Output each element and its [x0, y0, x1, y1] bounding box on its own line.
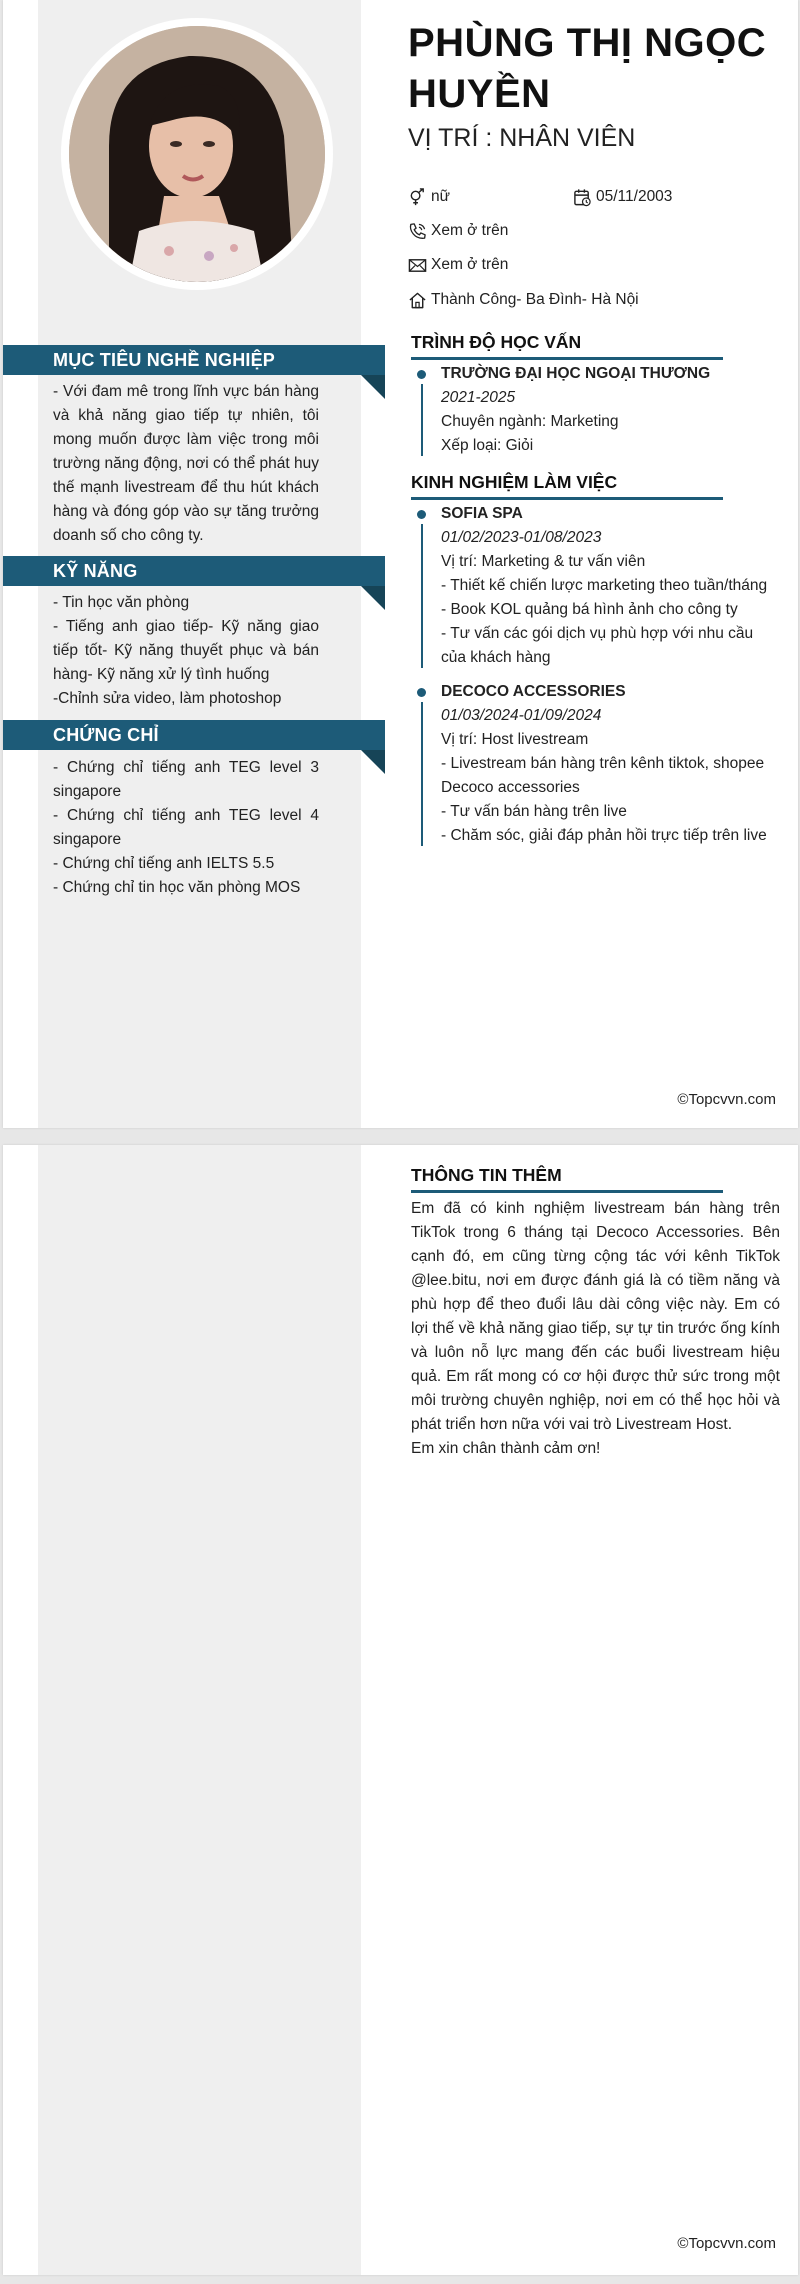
gender-info	[408, 186, 450, 208]
email-value: Xem ở trên	[431, 256, 509, 273]
position-title: VỊ TRÍ : NHÂN VIÊN	[408, 124, 636, 152]
birthdate-info	[573, 186, 672, 208]
additional-divider	[411, 1190, 723, 1193]
address-value: Thành Công- Ba Đình- Hà Nội	[431, 291, 639, 308]
objective-section-title: MỤC TIÊU NGHỀ NGHIỆP	[3, 345, 385, 375]
timeline-line	[421, 524, 423, 668]
education-section-title: TRÌNH ĐỘ HỌC VẤN	[411, 332, 582, 352]
skills-section-title: KỸ NĂNG	[3, 556, 385, 586]
list-item: - Chứng chỉ tiếng anh TEG level 4 singapore	[53, 807, 319, 848]
job-task: - Book KOL quảng bá hình ảnh cho công ty	[441, 601, 738, 618]
additional-text	[411, 1197, 780, 1461]
certificates-list	[53, 756, 319, 900]
job-task: - Thiết kế chiến lược marketing theo tuần/tháng	[441, 577, 768, 594]
job-dates: 01/03/2024-01/09/2024	[441, 707, 602, 724]
candidate-name: PHÙNG THỊ NGỌC HUYỀN	[408, 21, 767, 116]
additional-paragraph: Em đã có kinh nghiệm livestream bán hàng trên TikTok trong 6 tháng tại Decoco Accessories. Bên cạnh đó, em cũng từng cộng tác với kênh TikTok @lee.bitu, nơi em được đánh giá là có tiềm năng và phù hợp để theo đuổi lâu dài công việc này. Em có lợi thế về khả năng giao tiếp, sự tự tin trước ống kính và luôn nỗ lực mang đến các buổi livestream hiệu quả. Em rất mong có cơ hội được thử sức trong một môi trường chuyên nghiệp, nơi em có thể học hỏi và phát triển hơn nữa với vai trò Livestream Host.	[411, 1200, 780, 1433]
timeline-line	[421, 384, 423, 456]
company-name: DECOCO ACCESSORIES	[441, 683, 626, 700]
job-task: - Chăm sóc, giải đáp phản hồi trực tiếp trên live	[441, 827, 767, 844]
company-name: SOFIA SPA	[441, 505, 523, 522]
gender-value: nữ	[431, 188, 450, 205]
list-item: - Chứng chỉ tiếng anh TEG level 3 singapore	[53, 759, 319, 800]
skills-ribbon-fold	[361, 586, 385, 610]
experience-entry	[421, 680, 781, 850]
objective-ribbon-fold	[361, 375, 385, 399]
experience-section-title: KINH NGHIỆM LÀM VIỆC	[411, 472, 618, 492]
list-item: - Tin học văn phòng	[53, 594, 190, 611]
experience-entry	[421, 502, 781, 672]
job-task: - Tư vấn các gói dịch vụ phù hợp với nhu cầu của khách hàng	[441, 625, 754, 666]
timeline-dot	[417, 688, 426, 697]
list-item: - Chứng chỉ tiếng anh IELTS 5.5	[53, 855, 275, 872]
education-years: 2021-2025	[441, 389, 516, 406]
objective-text: - Với đam mê trong lĩnh vực bán hàng và khả năng giao tiếp tự nhiên, tôi mong muốn được làm việc trong môi trường năng động, nơi có thể phát huy thế mạnh livestream để thu hút khách hàng và đóng góp vào sự tăng trưởng doanh số cho công ty.	[53, 383, 319, 544]
email-info	[408, 254, 508, 276]
home-icon	[408, 291, 427, 310]
footer-brand: ©Topcvvn.com	[677, 1091, 776, 1108]
job-role: Vị trí: Marketing & tư vấn viên	[441, 553, 646, 570]
education-divider	[411, 357, 723, 360]
profile-photo	[69, 26, 325, 282]
gender-icon	[408, 188, 427, 207]
sidebar-column	[38, 1145, 361, 2275]
cv-page-2	[3, 1145, 798, 2275]
job-dates: 01/02/2023-01/08/2023	[441, 529, 602, 546]
education-major: Chuyên ngành: Marketing	[441, 413, 619, 430]
avatar	[61, 18, 333, 290]
job-task: - Livestream bán hàng trên kênh tiktok, shopee Decoco accessories	[441, 755, 765, 796]
list-item: - Chứng chỉ tin học văn phòng MOS	[53, 879, 301, 896]
skills-list	[53, 591, 319, 711]
timeline-line	[421, 702, 423, 846]
job-role: Vị trí: Host livestream	[441, 731, 589, 748]
closing-line: Em xin chân thành cảm ơn!	[411, 1440, 601, 1457]
timeline-dot	[417, 510, 426, 519]
phone-icon	[408, 222, 427, 241]
experience-divider	[411, 497, 723, 500]
phone-value: Xem ở trên	[431, 222, 509, 239]
certificates-ribbon-fold	[361, 750, 385, 774]
school-name: TRƯỜNG ĐẠI HỌC NGOẠI THƯƠNG	[441, 365, 711, 382]
birthdate-value: 05/11/2003	[596, 188, 673, 205]
certificates-section-title: CHỨNG CHỈ	[3, 720, 385, 750]
calendar-icon	[573, 188, 592, 207]
list-item: - Tiếng anh giao tiếp- Kỹ năng giao tiếp tốt- Kỹ năng thuyết phục và bán hàng- Kỹ năng xử lý tình huống	[53, 618, 319, 683]
job-task: - Tư vấn bán hàng trên live	[441, 803, 627, 820]
education-entry	[421, 362, 781, 460]
timeline-dot	[417, 370, 426, 379]
address-info	[408, 289, 639, 311]
additional-section-title: THÔNG TIN THÊM	[411, 1165, 562, 1185]
education-rank: Xếp loại: Giỏi	[441, 437, 534, 454]
phone-info	[408, 220, 508, 242]
cv-page-1	[3, 0, 798, 1128]
mail-icon	[408, 256, 427, 275]
footer-brand: ©Topcvvn.com	[677, 2235, 776, 2252]
list-item: -Chỉnh sửa video, làm photoshop	[53, 690, 282, 707]
